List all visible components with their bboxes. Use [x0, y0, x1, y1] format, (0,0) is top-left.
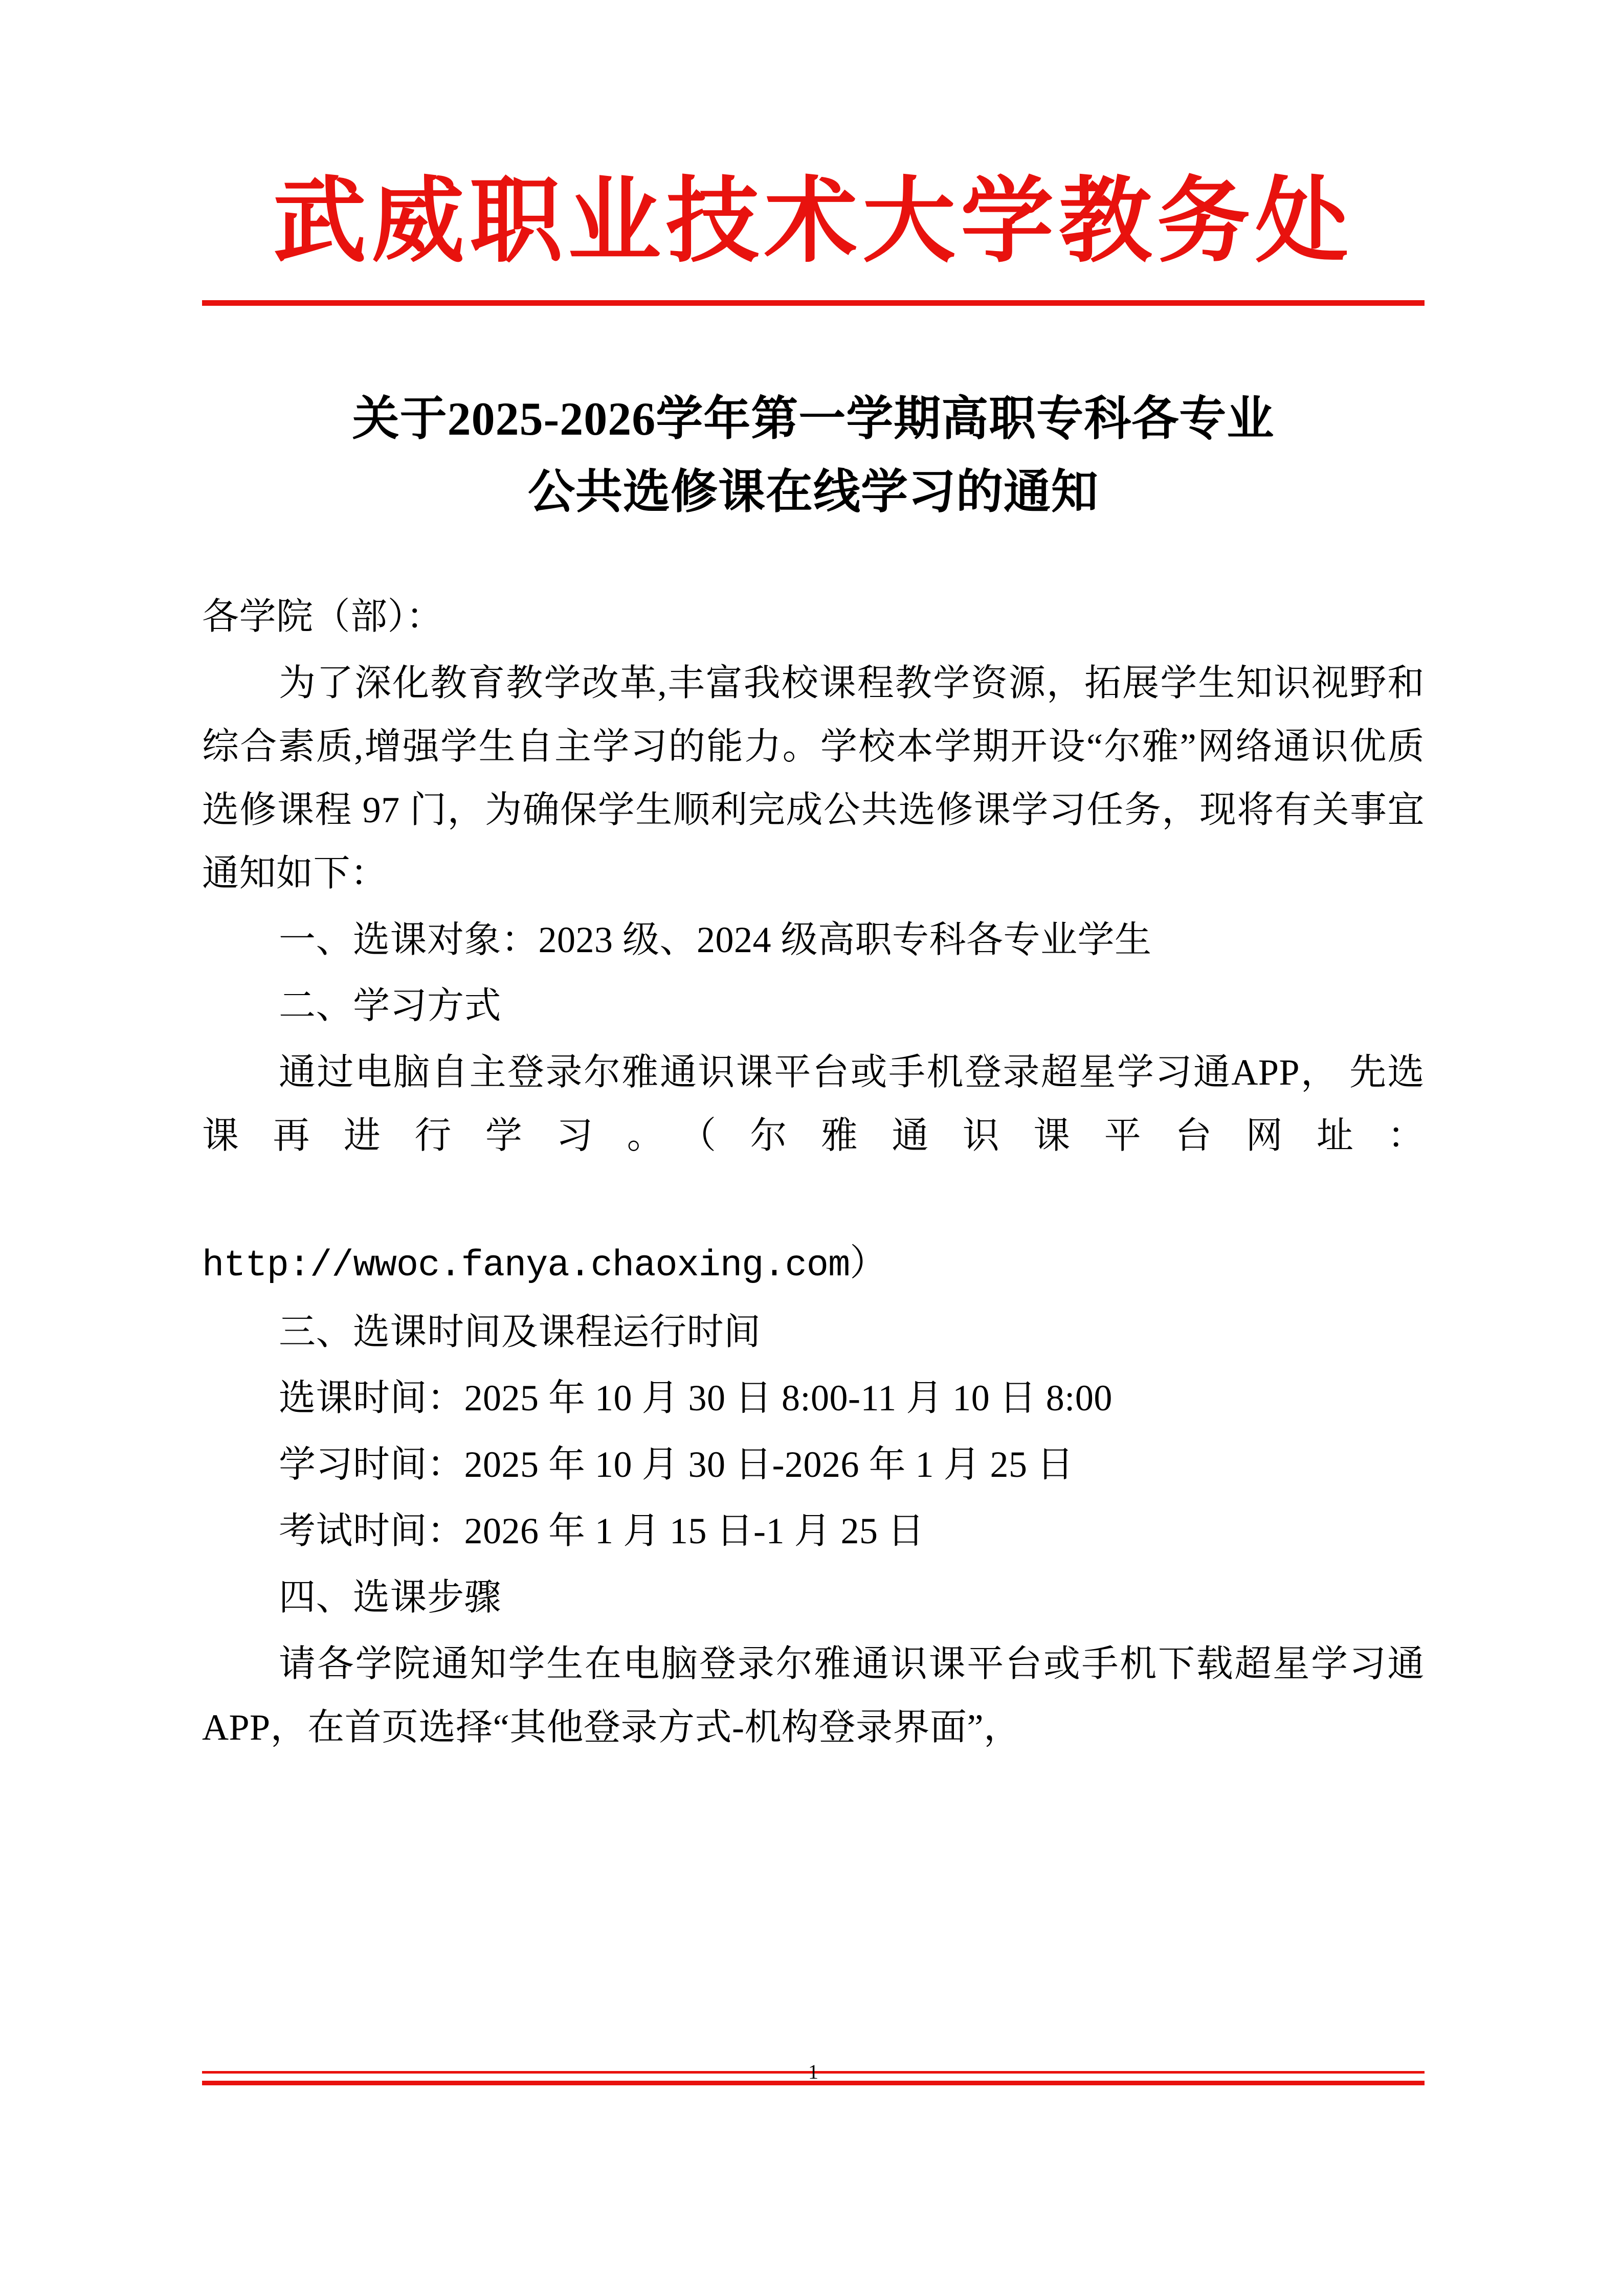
study-time: 学习时间：2025 年 10 月 30 日-2026 年 1 月 25 日 — [279, 1444, 1074, 1485]
letterhead — [202, 169, 1425, 306]
paragraph-intro: 为了深化教育教学改革,丰富我校课程教学资源，拓展学生知识视野和综合素质,增强学生自主学习的能力。学校本学期开设“尔雅”网络通识优质选修课程 97 门，为确保学生顺利完成公共选修课学习任务，现将有关事宜通知如下： — [202, 663, 1425, 894]
item-3-schedule-heading: 三、选课时间及课程运行时间 — [279, 1311, 761, 1353]
exam-time: 考试时间：2026 年 1 月 15 日-1 月 25 日 — [279, 1511, 925, 1552]
document-content — [202, 0, 1425, 1762]
item-4-steps-text: 请各学院通知学生在电脑登录尔雅通识课平台或手机下载超星学习通 APP，在首页选择“其他登录方式-机构登录界面”， — [202, 1643, 1425, 1748]
selection-time: 选课时间：2025 年 10 月 30 日 8:00-11 月 10 日 8:00 — [279, 1378, 1113, 1419]
document-title-line-2: 公共选修课在线学习的通知 — [527, 465, 1099, 518]
letterhead-red-line — [202, 300, 1425, 306]
letterhead-rule — [202, 300, 1425, 306]
document-title — [202, 382, 1425, 528]
item-2-study-method-text: 通过电脑自主登录尔雅通识课平台或手机登录超星学习通APP， 先选课再进行学习。（尔雅通识课平台网址： — [202, 1052, 1425, 1157]
item-2-study-method-heading: 二、学习方式 — [279, 985, 502, 1027]
page-number: 1 — [808, 2060, 818, 2083]
document-title-line-1: 关于2025-2026学年第一学期高职专科各专业 — [352, 393, 1275, 445]
item-1-selection-target: 一、选课对象：2023 级、2024 级高职专科各专业学生 — [279, 919, 1152, 960]
document-body — [202, 586, 1425, 1759]
salutation: 各学院（部）： — [202, 596, 443, 638]
page-footer — [202, 2060, 1425, 2085]
letterhead-organization: 武威职业技术大学教务处 — [273, 171, 1353, 274]
item-4-steps-heading: 四、选课步骤 — [279, 1577, 502, 1618]
platform-url: http://wwoc.fanya.chaoxing.com） — [202, 1244, 886, 1287]
